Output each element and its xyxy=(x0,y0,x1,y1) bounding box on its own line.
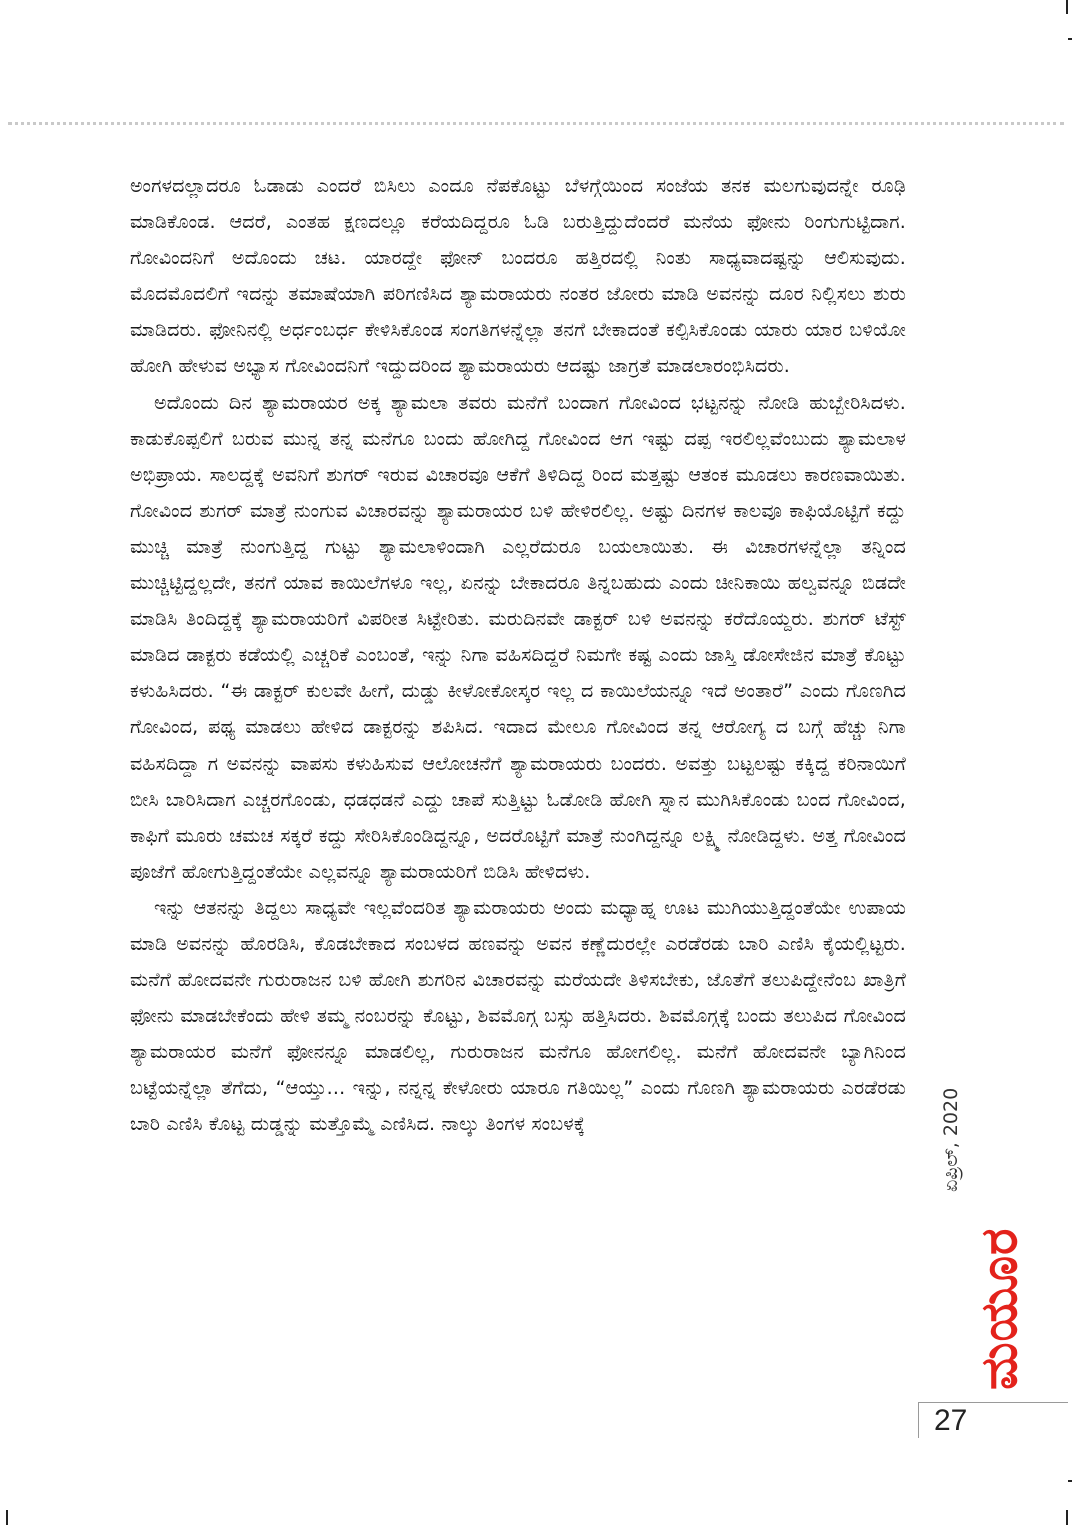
folio-divider xyxy=(918,1402,919,1438)
article-paragraph-1: ಅಂಗಳದಲ್ಲಾದರೂ ಓಡಾಡು ಎಂದರೆ ಬಿಸಿಲು ಎಂದೂ ನೆಪಕೊಟ್ಟು ಬೆಳಗ್ಗೆಯಿಂದ ಸಂಜೆಯ ತನಕ ಮಲಗುವುದನ್ನೇ ರೂಢಿ ಮಾಡಿಕೊಂಡ. ಆದರೆ, ಎಂತಹ ಕ್ಷಣದಲ್ಲೂ ಕರೆಯದಿದ್ದರೂ ಓಡಿ ಬರುತ್ತಿದ್ದುದೆಂದರೆ ಮನೆಯ ಫೋನು ರಿಂಗುಗುಟ್ಟಿದಾಗ. ಗೋವಿಂದನಿಗೆ ಅದೊಂದು ಚಟ. ಯಾರದ್ದೇ ಫೋನ್ ಬಂದರೂ ಹತ್ತಿರದಲ್ಲಿ ನಿಂತು ಸಾಧ್ಯವಾದಷ್ಟನ್ನು ಆಲಿಸುವುದು. ಮೊದಮೊದಲಿಗೆ ಇದನ್ನು ತಮಾಷೆಯಾಗಿ ಪರಿಗಣಿಸಿದ ಶ್ಯಾಮರಾಯರು ನಂತರ ಜೋರು ಮಾಡಿ ಅವನನ್ನು ದೂರ ನಿಲ್ಲಿಸಲು ಶುರು ಮಾಡಿದರು. ಫೋನಿನಲ್ಲಿ ಅರ್ಧಂಬರ್ಧ ಕೇಳಿಸಿಕೊಂಡ ಸಂಗತಿಗಳನ್ನೆಲ್ಲಾ ತನಗೆ ಬೇಕಾದಂತೆ ಕಲ್ಪಿಸಿಕೊಂಡು ಯಾರು ಯಾರ ಬಳಿಯೋ ಹೋಗಿ ಹೇಳುವ ಅಭ್ಯಾಸ ಗೋವಿಂದನಿಗೆ ಇದ್ದುದರಿಂದ ಶ್ಯಾಮರಾಯರು ಆದಷ್ಟು ಜಾಗ್ರತೆ ಮಾಡಲಾರಂಭಿಸಿದರು. xyxy=(130,175,906,378)
page-number: 27 xyxy=(934,1404,968,1437)
crop-mark-top-right xyxy=(1066,0,1068,14)
folio-rule xyxy=(918,1402,1068,1403)
crop-mark-right-lower xyxy=(1068,1480,1072,1482)
article-body xyxy=(130,168,906,1143)
header-dotted-rule xyxy=(8,122,1064,125)
article-paragraph-3: ಇನ್ನು ಆತನನ್ನು ತಿದ್ದಲು ಸಾಧ್ಯವೇ ಇಲ್ಲವೆಂದರಿತ ಶ್ಯಾಮರಾಯರು ಅಂದು ಮಧ್ಯಾಹ್ನ ಊಟ ಮುಗಿಯುತ್ತಿದ್ದಂತೆಯೇ ಉಪಾಯ ಮಾಡಿ ಅವನನ್ನು ಹೊರಡಿಸಿ, ಕೊಡಬೇಕಾದ ಸಂಬಳದ ಹಣವನ್ನು ಅವನ ಕಣ್ಣೆದುರಲ್ಲೇ ಎರಡೆರಡು ಬಾರಿ ಎಣಿಸಿ ಕೈಯಲ್ಲಿಟ್ಟರು. ಮನೆಗೆ ಹೋದವನೇ ಗುರುರಾಜನ ಬಳಿ ಹೋಗಿ ಶುಗರಿನ ವಿಚಾರವನ್ನು ಮರೆಯದೇ ತಿಳಿಸಬೇಕು, ಜೊತೆಗೆ ತಲುಪಿದ್ದೇನೆಂಬ ಖಾತ್ರಿಗೆ ಫೋನು ಮಾಡಬೇಕೆಂದು ಹೇಳಿ ತಮ್ಮ ನಂಬರನ್ನು ಕೊಟ್ಟು, ಶಿವಮೊಗ್ಗ ಬಸ್ಸು ಹತ್ತಿಸಿದರು. ಶಿವಮೊಗ್ಗಕ್ಕೆ ಬಂದು ತಲುಪಿದ ಗೋವಿಂದ ಶ್ಯಾಮರಾಯರ ಮನೆಗೆ ಫೋನನ್ನೂ ಮಾಡಲಿಲ್ಲ, ಗುರುರಾಜನ ಮನೆಗೂ ಹೋಗಲಿಲ್ಲ. ಮನೆಗೆ ಹೋದವನೇ ಬ್ಯಾಗಿನಿಂದ ಬಟ್ಟೆಯನ್ನೆಲ್ಲಾ ತೆಗೆದು, “ಆಯ್ತು... ಇನ್ನು, ನನ್ನನ್ನ ಕೇಳೋರು ಯಾರೂ ಗತಿಯಿಲ್ಲ” ಎಂದು ಗೊಣಗಿ ಶ್ಯಾಮರಾಯರು ಎರಡೆರಡು ಬಾರಿ ಎಣಿಸಿ ಕೊಟ್ಟ ದುಡ್ಡನ್ನು ಮತ್ತೊಮ್ಮೆ ಎಣಿಸಿದ. ನಾಲ್ಕು ತಿಂಗಳ ಸಂಬಳಕ್ಕೆ xyxy=(130,896,906,1136)
crop-mark-bottom-right xyxy=(1066,1510,1068,1525)
issue-date: ಏಪ್ರಿಲ್, 2020 xyxy=(940,1087,962,1192)
crop-mark-right-upper xyxy=(1068,38,1072,40)
magazine-logo: ಮಯೂರ xyxy=(970,1227,1028,1390)
crop-mark-bottom-left xyxy=(6,1510,8,1525)
article-paragraph-2: ಅದೊಂದು ದಿನ ಶ್ಯಾಮರಾಯರ ಅಕ್ಕ ಶ್ಯಾಮಲಾ ತವರು ಮನೆಗೆ ಬಂದಾಗ ಗೋವಿಂದ ಭಟ್ಟನನ್ನು ನೋಡಿ ಹುಬ್ಬೇರಿಸಿದಳು. ಕಾಡುಕೊಪ್ಪಲಿಗೆ ಬರುವ ಮುನ್ನ ತನ್ನ ಮನೆಗೂ ಬಂದು ಹೋಗಿದ್ದ ಗೋವಿಂದ ಆಗ ಇಷ್ಟು ದಪ್ಪ ಇರಲಿಲ್ಲವೆಂಬುದು ಶ್ಯಾಮಲಾಳ ಅಭಿಪ್ರಾಯ. ಸಾಲದ್ದಕ್ಕೆ ಅವನಿಗೆ ಶುಗರ್ ಇರುವ ವಿಚಾರವೂ ಆಕೆಗೆ ತಿಳಿದಿದ್ದ ರಿಂದ ಮತ್ತಷ್ಟು ಆತಂಕ ಮೂಡಲು ಕಾರಣವಾಯಿತು. ಗೋವಿಂದ ಶುಗರ್ ಮಾತ್ರೆ ನುಂಗುವ ವಿಚಾರವನ್ನು ಶ್ಯಾಮರಾಯರ ಬಳಿ ಹೇಳಿರಲಿಲ್ಲ. ಅಷ್ಟು ದಿನಗಳ ಕಾಲವೂ ಕಾಫಿಯೊಟ್ಟಿಗೆ ಕದ್ದು ಮುಚ್ಚಿ ಮಾತ್ರೆ ನುಂಗುತ್ತಿದ್ದ ಗುಟ್ಟು ಶ್ಯಾಮಲಾಳಿಂದಾಗಿ ಎಲ್ಲರೆದುರೂ ಬಯಲಾಯಿತು. ಈ ವಿಚಾರಗಳನ್ನೆಲ್ಲಾ ತನ್ನಿಂದ ಮುಚ್ಚಿಟ್ಟಿದ್ದಲ್ಲದೇ, ತನಗೆ ಯಾವ ಕಾಯಿಲೆಗಳೂ ಇಲ್ಲ, ಏನನ್ನು ಬೇಕಾದರೂ ತಿನ್ನಬಹುದು ಎಂದು ಚೀನಿಕಾಯಿ ಹಲ್ವವನ್ನೂ ಬಿಡದೇ ಮಾಡಿಸಿ ತಿಂದಿದ್ದಕ್ಕೆ ಶ್ಯಾಮರಾಯರಿಗೆ ವಿಪರೀತ ಸಿಟ್ಟೇರಿತು. ಮರುದಿನವೇ ಡಾಕ್ಟರ್ ಬಳಿ ಅವನನ್ನು ಕರೆದೊಯ್ದರು. ಶುಗರ್ ಟೆಸ್ಟ್ ಮಾಡಿದ ಡಾಕ್ಟರು ಕಡೆಯಲ್ಲಿ ಎಚ್ಚರಿಕೆ ಎಂಬಂತೆ, ಇನ್ನು ನಿಗಾ ವಹಿಸದಿದ್ದರೆ ನಿಮಗೇ ಕಷ್ಟ ಎಂದು ಜಾಸ್ತಿ ಡೋಸೇಜಿನ ಮಾತ್ರೆ ಕೊಟ್ಟು ಕಳುಹಿಸಿದರು. “ಈ ಡಾಕ್ಟರ್ ಕುಲವೇ ಹೀಗೆ, ದುಡ್ಡು ಕೀಳೋಕೋಸ್ಕರ ಇಲ್ಲ ದ ಕಾಯಿಲೆಯನ್ನೂ ಇದೆ ಅಂತಾರೆ” ಎಂದು ಗೊಣಗಿದ ಗೋವಿಂದ, ಪಥ್ಯ ಮಾಡಲು ಹೇಳಿದ ಡಾಕ್ಟರನ್ನು ಶಪಿಸಿದ. ಇದಾದ ಮೇಲೂ ಗೋವಿಂದ ತನ್ನ ಆರೋಗ್ಯ ದ ಬಗ್ಗೆ ಹೆಚ್ಚು ನಿಗಾ ವಹಿಸದಿದ್ದಾ ಗ ಅವನನ್ನು ವಾಪಸು ಕಳುಹಿಸುವ ಆಲೋಚನೆಗೆ ಶ್ಯಾಮರಾಯರು ಬಂದರು. ಅವತ್ತು ಬಟ್ಟಲಷ್ಟು ಕಕ್ಕಿದ್ದ ಕರಿನಾಯಿಗೆ ಬೀಸಿ ಬಾರಿಸಿದಾಗ ಎಚ್ಚರಗೊಂಡು, ಧಡಧಡನೆ ಎದ್ದು ಚಾಪೆ ಸುತ್ತಿಟ್ಟು ಓಡೋಡಿ ಹೋಗಿ ಸ್ನಾನ ಮುಗಿಸಿಕೊಂಡು ಬಂದ ಗೋವಿಂದ, ಕಾಫಿಗೆ ಮೂರು ಚಮಚ ಸಕ್ಕರೆ ಕದ್ದು ಸೇರಿಸಿಕೊಂಡಿದ್ದನ್ನೂ, ಅದರೊಟ್ಟಿಗೆ ಮಾತ್ರೆ ನುಂಗಿದ್ದನ್ನೂ ಲಕ್ಷ್ಮಿ ನೋಡಿದ್ದಳು. ಅತ್ತ ಗೋವಿಂದ ಪೂಜೆಗೆ ಹೋಗುತ್ತಿದ್ದಂತೆಯೇ ಎಲ್ಲವನ್ನೂ ಶ್ಯಾಮರಾಯರಿಗೆ ಬಿಡಿಸಿ ಹೇಳಿದಳು. xyxy=(130,391,906,883)
